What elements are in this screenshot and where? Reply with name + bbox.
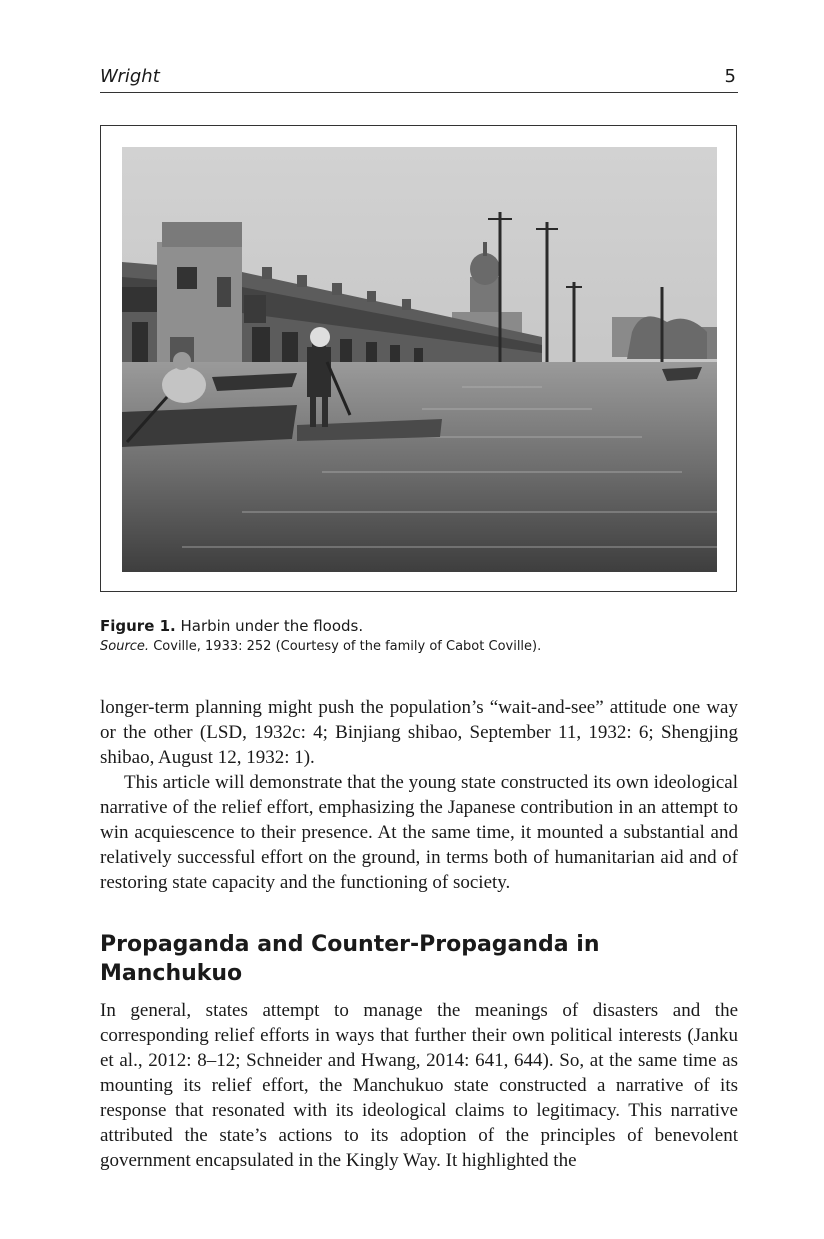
figure-source-line (100, 637, 740, 657)
figure-caption-text: Harbin under the floods. (180, 617, 364, 635)
figure-source-text: Coville, 1933: 252 (Courtesy of the family of Cabot Coville). (153, 639, 542, 654)
section-heading (100, 930, 660, 988)
figure-caption (100, 616, 740, 657)
running-head (100, 62, 738, 93)
figure-source-label: Source. (100, 639, 150, 654)
section-heading-line-2: Manchukuo (100, 961, 243, 986)
page-number: 5 (724, 66, 736, 87)
flood-photograph (122, 147, 717, 572)
figure-frame (100, 125, 737, 592)
section-heading-line-1: Propaganda and Counter-Propaganda in (100, 932, 600, 957)
running-head-author: Wright (100, 66, 160, 87)
body-paragraph-3: In general, states attempt to manage the meanings of disasters and the corresponding relief efforts in ways that further their own political interests (Janku et al., 2012: 8–12; Schneider and Hwang, 2014: 641, 644). So, at the same time as mounting its relief effort, the Manchukuo state constructed a narrative of its response that resonated with its ideological claims to legitimacy. This narrative attributed the state’s actions to its adoption of the principles of benevolent government encapsulated in the Kingly Way. It highlighted the (100, 1000, 738, 1171)
body-paragraph-1: longer-term planning might push the population’s “wait-and-see” attitude one way or the other (LSD, 1932c: 4; Binjiang shibao, September 11, 1932: 6; Shengjing shibao, August 12, 1932: 1). (100, 697, 738, 768)
body-paragraph-2: This article will demonstrate that the young state constructed its own ideological narrative of the relief effort, emphasizing the Japanese contribution in an attempt to win acquiescence to their presence. At the same time, it mounted a substantial and relatively successful effort on the ground, in terms both of humanitarian aid and of restoring state capacity and the functioning of society. (100, 772, 738, 893)
flood-photo-illustration (122, 147, 717, 572)
figure-label: Figure 1. (100, 617, 176, 635)
figure-caption-line (100, 616, 740, 637)
